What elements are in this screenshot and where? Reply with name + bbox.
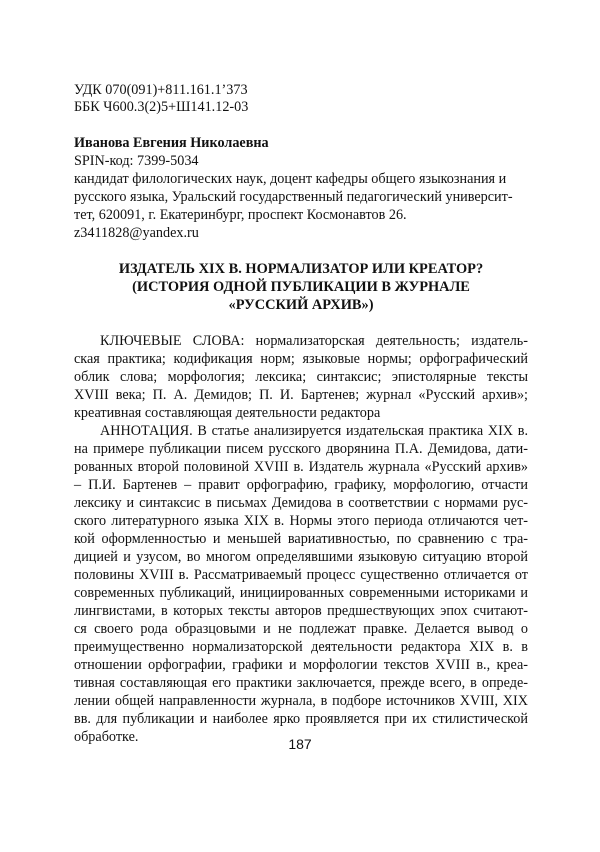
classification-codes [74,82,528,116]
abstract-paragraph [74,422,528,746]
abstract-line: ся своего рода образцовыми и не подлежат правке. Делается вывод о [74,621,528,638]
abstract-line: на примере публикации писем русского дворянина П.А. Демидова, дати- [74,441,528,458]
abstract-line: современных публикаций, инициированных современными историками и [74,585,528,602]
abstract-line: дицией и узусом, во многом определявшими языковую ситуацию второй [74,549,528,566]
page-content [74,82,528,746]
author-affiliation-line: кандидат филологических наук, доцент кафедры общего языкознания и [74,171,507,187]
title-line: (ИСТОРИЯ ОДНОЙ ПУБЛИКАЦИИ В ЖУРНАЛЕ [132,279,470,295]
abstract-line: АННОТАЦИЯ. В статье анализируется издательская практика XIX в. [100,423,528,440]
keywords-paragraph [74,332,528,422]
bbk-code: ББК Ч600.3(2)5+Ш141.12-03 [74,99,249,115]
abstract-line: ского литературного языка XIX в. Нормы этого периода отличаются чет- [74,513,528,530]
article-title [74,260,528,314]
page-number: 187 [288,736,312,752]
abstract-line: обработке. [74,729,139,746]
author-name: Иванова Евгения Николаевна [74,135,269,151]
abstract-line: преимущественно нормализаторской деятельности редактора XIX в. в [74,639,528,656]
keywords-line: XVIII века; П. А. Демидов; П. И. Бартенев; журнал «Русский архив»; [74,387,528,404]
abstract-line: рованных второй половиной XVIII в. Издатель журнала «Русский архив» [74,459,528,476]
keywords-line: КЛЮЧЕВЫЕ СЛОВА: нормализаторская деятельность; издатель- [100,333,528,349]
title-line: ИЗДАТЕЛЬ XIX В. НОРМАЛИЗАТОР ИЛИ КРЕАТОР? [118,261,484,277]
abstract-line: лении общей направленности журнала, в подборе источников XVIII, XIX [74,693,528,710]
abstract-line: вв. для публикации и наиболее ярко проявляется при их стилистической [74,711,528,728]
title-line: «РУССКИЙ АРХИВ») [228,297,374,313]
abstract-line: половины XVIII в. Рассматриваемый процесс существенно отличается от [74,567,528,584]
abstract-line: лексику и синтаксис в письмах Демидова в соответствии с нормами рус- [74,495,528,512]
keywords-line: креативная составляющая деятельности редактора [74,405,381,422]
udk-code: УДК 070(091)+811.161.1’373 [74,82,248,98]
author-block [74,134,528,242]
author-email: z3411828@yandex.ru [74,225,199,241]
abstract-line: отношении орфографии, графики и морфологии текстов XVIII в., креа- [74,657,528,674]
author-affiliation-line: тет, 620091, г. Екатеринбург, проспект Космонавтов 26. [74,207,407,223]
author-affiliation-line: русского языка, Уральский государственный педагогический университ- [74,189,513,205]
abstract-line: тивная составляющая его практики заключается, прежде всего, в опреде- [74,675,528,692]
author-spin: SPIN-код: 7399-5034 [74,153,199,169]
keywords-line: облик слова; морфология; лексика; синтаксис; эпистолярные тексты [74,369,528,386]
abstract-line: – П.И. Бартенев – правит орфографию, графику, морфологию, отчасти [74,477,528,494]
abstract-line: лингвистами, в которых тексты авторов предшествующих эпох считают- [74,603,528,620]
keywords-line: ская практика; кодификация норм; языковые нормы; орфографический [74,351,528,368]
abstract-line: кой оформленностью и меньшей вариативностью, по сравнению с тра- [74,531,528,548]
